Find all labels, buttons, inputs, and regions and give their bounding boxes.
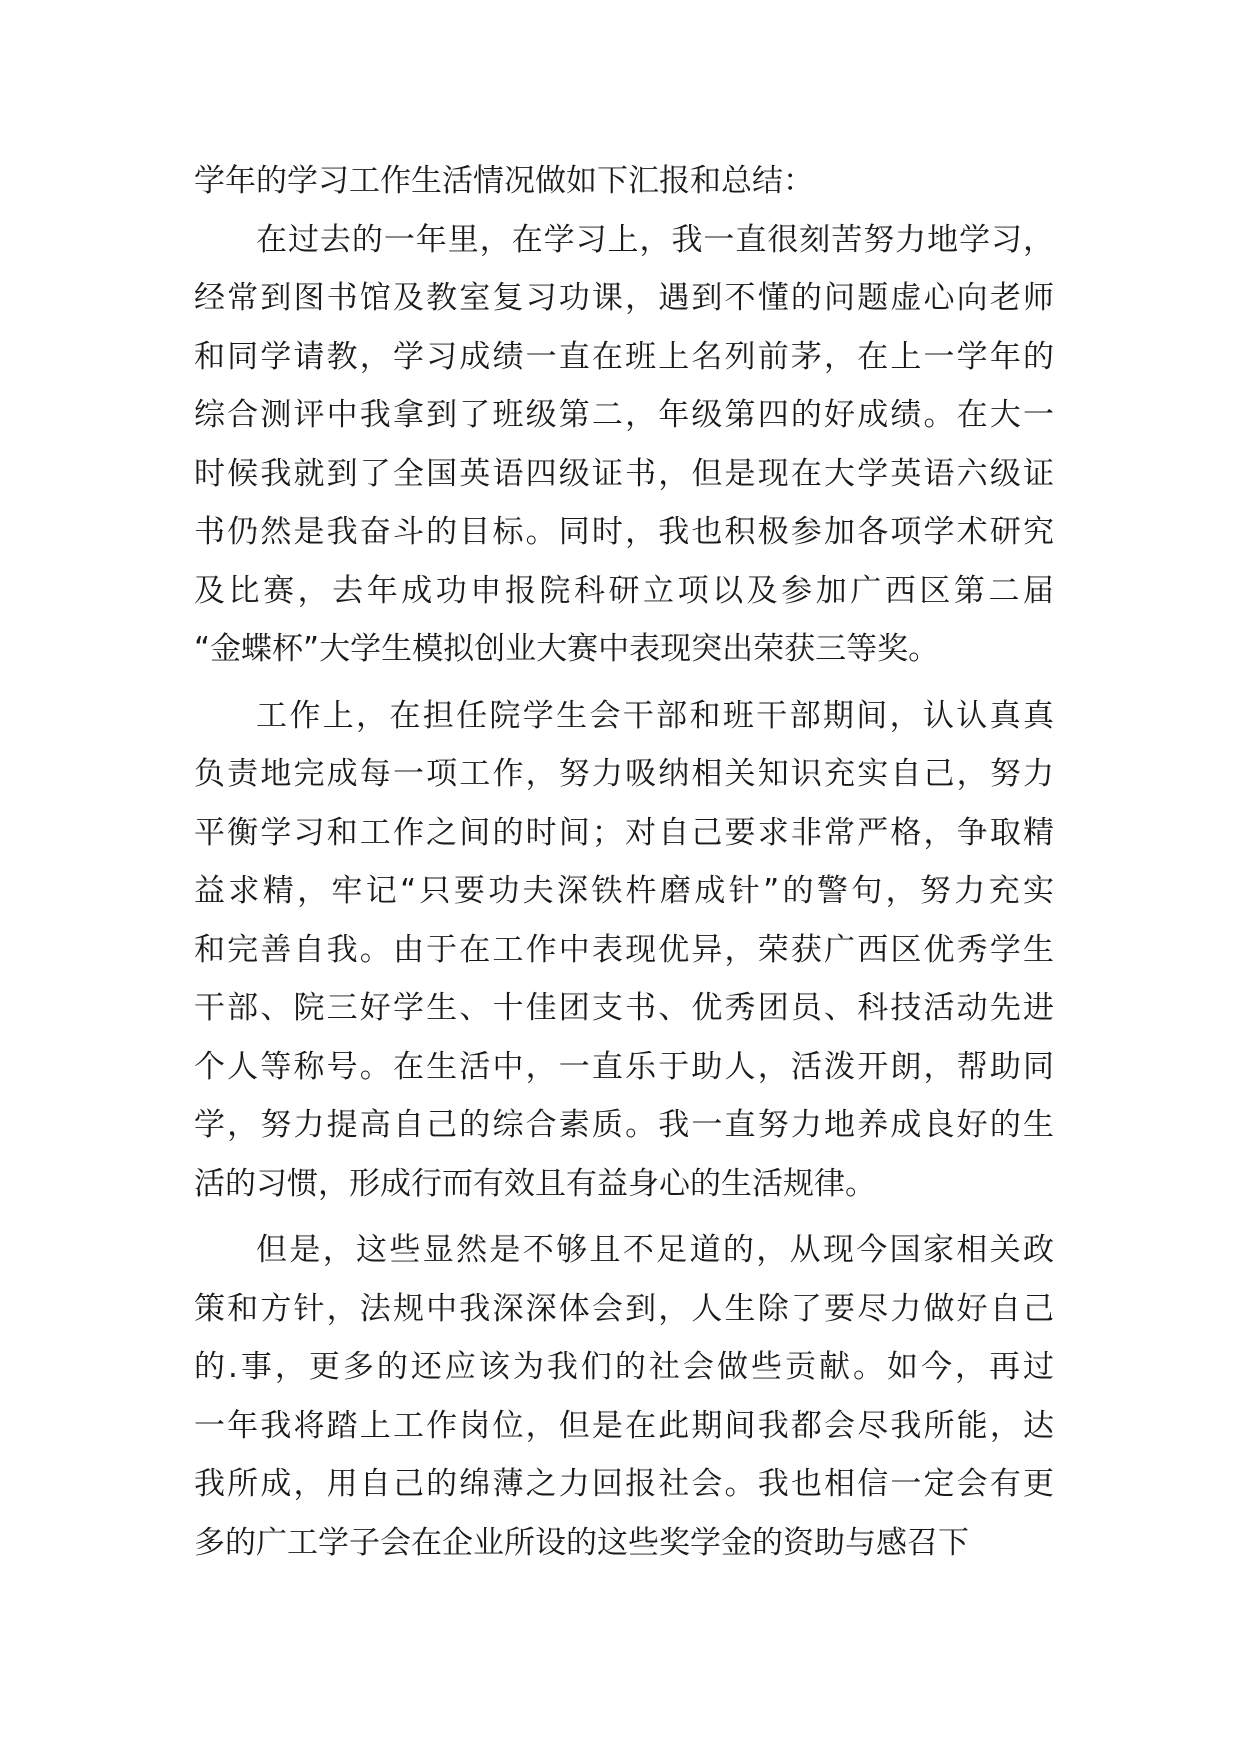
paragraph-line: 时候我就到了全国英语四级证书，但是现在大学英语六级证 — [194, 455, 1054, 492]
paragraph-line: 学，努力提高自己的综合素质。我一直努力地养成良好的生 — [194, 1107, 1054, 1143]
paragraph-line: 经常到图书馆及教室复习功课，遇到不懂的问题虚心向老师 — [194, 280, 1054, 316]
paragraph-line: 的.事，更多的还应该为我们的社会做些贡献。如今，再过 — [194, 1349, 1054, 1385]
paragraph-line: 平衡学习和工作之间的时间；对自己要求非常严格，争取精 — [194, 814, 1054, 851]
paragraph-line: 负责地完成每一项工作，努力吸纳相关知识充实自己，努力 — [194, 756, 1054, 792]
paragraph-gap — [194, 1213, 1054, 1221]
paragraph-line: 我所成，用自己的绵薄之力回报社会。我也相信一定会有更 — [194, 1466, 1054, 1502]
paragraph-line: 多的广工学子会在企业所设的这些奖学金的资助与感召下 — [194, 1524, 969, 1561]
paragraph-line: 及比赛，去年成功申报院科研立项以及参加广西区第二届 — [194, 572, 1054, 609]
paragraph-line: 学年的学习工作生活情况做如下汇报和总结： — [194, 163, 814, 199]
paragraph-line: 活的习惯，形成行而有效且有益身心的生活规律。 — [194, 1165, 876, 1202]
paragraph-line: 和同学请教，学习成绩一直在班上名列前茅，在上一学年的 — [194, 338, 1054, 375]
paragraph-line: 综合测评中我拿到了班级第二，年级第四的好成绩。在大一 — [194, 397, 1054, 433]
paragraph-line: 一年我将踏上工作岗位，但是在此期间我都会尽我所能，达 — [194, 1407, 1054, 1444]
body-text — [194, 152, 1054, 1572]
paragraph-line: 在过去的一年里，在学习上，我一直很刻苦努力地学习， — [256, 221, 1054, 258]
paragraph-line: 个人等称号。在生活中，一直乐于助人，活泼开朗，帮助同 — [194, 1048, 1054, 1085]
paragraph-line: 和完善自我。由于在工作中表现优异，荣获广西区优秀学生 — [194, 931, 1054, 968]
paragraph-line: 书仍然是我奋斗的目标。同时，我也积极参加各项学术研究 — [194, 514, 1054, 550]
paragraph-gap — [194, 679, 1054, 687]
paragraph-line: 工作上，在担任院学生会干部和班干部期间，认认真真 — [256, 697, 1054, 734]
paragraph-line: 策和方针，法规中我深深体会到，人生除了要尽力做好自己 — [194, 1290, 1054, 1327]
paragraph-line: 益求精，牢记“只要功夫深铁杵磨成针”的警句，努力充实 — [194, 873, 1054, 909]
paragraph-line: “金蝶杯”大学生模拟创业大赛中表现突出荣获三等奖。 — [194, 631, 940, 667]
paragraph-line: 但是，这些显然是不够且不足道的，从现今国家相关政 — [256, 1232, 1054, 1268]
paragraph-line: 干部、院三好学生、十佳团支书、优秀团员、科技活动先进 — [194, 990, 1054, 1026]
